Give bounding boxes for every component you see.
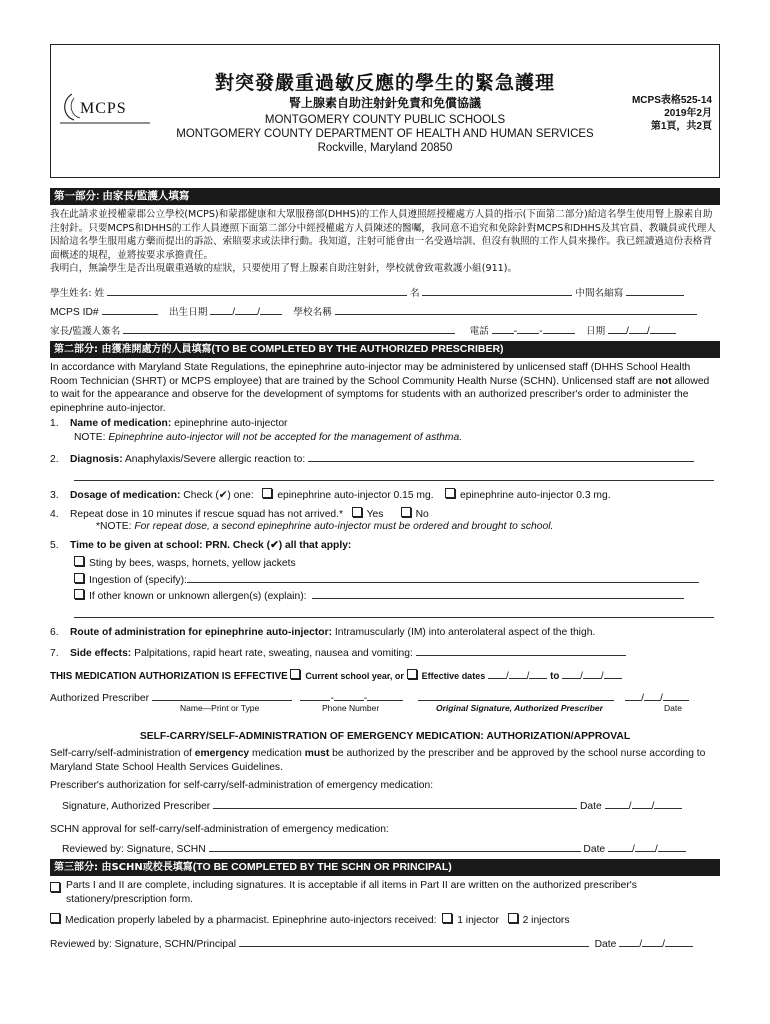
org-line-2: MONTGOMERY COUNTY DEPARTMENT OF HEALTH AND HUMAN SERVICES [176, 128, 594, 140]
phone-label: 電話 [469, 326, 489, 337]
part3-check-1 [50, 879, 720, 906]
eff-start-year[interactable] [529, 668, 547, 679]
sting-label: Sting by bees, wasps, hornets, yellow jackets [89, 558, 296, 569]
selfcarry-date-label: Date [580, 801, 602, 812]
authorized-prescriber-label: Authorized Prescriber [50, 693, 150, 704]
item-5 [50, 539, 720, 551]
part2-bar-cjk: 第二部分: 由獲准開處方的人員填寫 [54, 344, 212, 355]
prescriber-row: Authorized Prescriber - - / / [50, 690, 720, 704]
effective-row: THIS MEDICATION AUTHORIZATION IS EFFECTIVE Current school year, or Effective dates / / to / / [50, 668, 720, 682]
schn-approval-text: SCHN approval for self-carry/self-administration of emergency medication: [50, 824, 389, 835]
item-1-num: 1. [50, 418, 59, 429]
labeled-label: Medication properly labeled by a pharmacist. Epinephrine auto-injectors received: [65, 915, 437, 926]
prescriber-signature-field[interactable] [418, 690, 614, 701]
phone-area-field[interactable] [492, 323, 514, 334]
item-3 [50, 488, 720, 501]
id-row: MCPS ID# 出生日期 / / 學校名稱 [50, 304, 720, 320]
dose-015-checkbox[interactable] [262, 488, 272, 498]
item-5-opt1 [74, 556, 296, 569]
part3-reviewed-label: Reviewed by: Signature, SCHN/Principal [50, 939, 236, 950]
item-7-num: 7. [50, 648, 59, 659]
school-field[interactable] [335, 304, 697, 315]
item-2-label: Diagnosis: [70, 454, 123, 465]
current-year-checkbox[interactable] [290, 669, 300, 679]
item-1-value: epinephrine auto-injector [171, 418, 288, 429]
item-7-value: Palpitations, rapid heart rate, sweating, nausea and vomiting: [131, 648, 413, 659]
eff-end-day[interactable] [583, 668, 601, 679]
school-label: 學校名稱 [293, 307, 332, 318]
prescriber-phone-line[interactable] [367, 690, 403, 701]
part1-bar: 第一部分: 由家長/監護人填寫 [50, 188, 720, 205]
part3-date-label: Date [594, 939, 617, 950]
mcps-id-label: MCPS ID# [50, 307, 99, 318]
prescriber-date-month[interactable] [625, 690, 641, 701]
item-7 [50, 645, 720, 659]
selfcarry-prescriber-sig-field[interactable] [213, 798, 577, 809]
parent-signature-label: 家長/監護人簽名 [50, 326, 121, 337]
item-4-text: Repeat dose in 10 minutes if rescue squad has not arrived.* [70, 509, 344, 520]
selfcarry-date-month[interactable] [605, 798, 629, 809]
selfcarry-paragraph [50, 747, 720, 774]
item-4-note-text: For repeat dose, a second epinephrine auto-injector must be ordered and brought to school. [134, 521, 554, 532]
part3-date-day[interactable] [642, 936, 662, 947]
schn-date-day[interactable] [635, 841, 655, 852]
mcps-id-field[interactable] [102, 304, 158, 315]
dob-day-field[interactable] [235, 304, 257, 315]
part2-bar [50, 341, 720, 358]
dob-year-field[interactable] [260, 304, 282, 315]
form-number-code: MCPS表格525-14 [631, 95, 712, 106]
part3-bar-en: (TO BE COMPLETED BY THE SCHN OR PRINCIPAL) [192, 861, 452, 873]
selfcarry-p1-must: must [304, 748, 330, 759]
selfcarry-sig-auth-label: Signature, Authorized Prescriber [62, 801, 211, 812]
form-date: 2019年2月 [664, 108, 712, 119]
repeat-yes-checkbox[interactable] [352, 507, 362, 517]
middle-initial-field[interactable] [626, 285, 684, 296]
item-5-opt3 [74, 588, 684, 602]
item-5-opt2 [74, 572, 699, 586]
student-name-row [50, 285, 720, 301]
effective-dates-checkbox[interactable] [407, 669, 417, 679]
parts-complete-checkbox[interactable] [50, 882, 60, 892]
one-injector-checkbox[interactable] [442, 913, 452, 923]
item-2-value: Anaphylaxis/Severe allergic reaction to: [122, 454, 306, 465]
part3-date-year[interactable] [665, 936, 693, 947]
part2-intro-b: allowed to wait for the appearance and observe for the development of symptoms for students with an authorized prescriber's order to administer the epinephrine auto-injector. [50, 375, 710, 414]
middle-initial-label: 中間名縮寫 [575, 288, 624, 299]
selfcarry-prescriber-sig-row: Signature, Authorized Prescriber Date / / [62, 798, 732, 812]
eff-end-year[interactable] [604, 668, 622, 679]
schn-reviewed-label: Reviewed by: Signature, SCHN [62, 844, 206, 855]
other-allergen-checkbox[interactable] [74, 589, 84, 599]
form-page-count: 第1頁，共2頁 [650, 121, 712, 132]
student-last-name-field[interactable] [107, 285, 407, 296]
caption-signature: Original Signature, Authorized Prescriber [436, 703, 603, 713]
item-6-label: Route of administration for epinephrine auto-injector: [70, 627, 333, 638]
org-line-1: MONTGOMERY COUNTY PUBLIC SCHOOLS [264, 114, 506, 126]
prescriber-date-day[interactable] [644, 690, 660, 701]
item-4-note [96, 521, 553, 532]
parent-signature-field[interactable] [123, 323, 455, 334]
parent-sig-row: 家長/監護人簽名 電話 - - 日期 / / [50, 323, 720, 339]
selfcarry-heading: SELF-CARRY/SELF-ADMINISTRATION OF EMERGENCY MEDICATION: AUTHORIZATION/APPROVAL [139, 731, 631, 742]
to-label: to [550, 671, 560, 682]
part2-intro [50, 361, 720, 415]
sting-checkbox[interactable] [74, 556, 84, 566]
ingestion-field[interactable] [187, 572, 699, 583]
prescriber-phone-area[interactable] [300, 690, 330, 701]
effective-dates-label: Effective dates [421, 671, 486, 681]
other-allergen-field[interactable] [312, 588, 684, 599]
part3-signature-field[interactable] [239, 936, 589, 947]
other-allergen-label: If other known or unknown allergen(s) (explain): [89, 591, 307, 602]
other-allergen-field-line-2[interactable] [74, 617, 714, 618]
item-5-label: Time to be given at school: PRN. Check (✔) all that apply: [70, 540, 352, 551]
dose-03-checkbox[interactable] [445, 488, 455, 498]
selfcarry-p1-a: Self-carry/self-administration of [50, 748, 195, 759]
student-last-name-label: 學生姓名: 姓 [50, 288, 105, 299]
part3-date-month[interactable] [619, 936, 639, 947]
part3-check-2 [50, 913, 720, 926]
item-4 [50, 507, 720, 520]
parts-complete-label: Parts I and II are complete, including signatures. It is acceptable if all items in Part II are written on the authorized prescriber's stationery/prescription form. [66, 880, 637, 905]
part2-bar-en: (TO BE COMPLETED BY THE AUTHORIZED PRESCRIBER) [211, 343, 504, 355]
schn-review-row: Reviewed by: Signature, SCHN Date / / [62, 841, 732, 855]
schn-date-label: Date [583, 844, 606, 855]
repeat-yes-label: Yes [366, 509, 384, 520]
dob-month-field[interactable] [210, 304, 232, 315]
prescriber-phone-prefix[interactable] [334, 690, 364, 701]
dob-label: 出生日期 [168, 307, 208, 318]
item-2-num: 2. [50, 454, 59, 465]
eff-end-month[interactable] [562, 668, 580, 679]
item-2 [50, 451, 720, 465]
date-year-field[interactable] [650, 323, 676, 334]
item-1-label: Name of medication: [70, 418, 172, 429]
caption-phone: Phone Number [322, 703, 380, 713]
diagnosis-field[interactable] [308, 451, 694, 462]
prescriber-auth-text: Prescriber's authorization for self-carry/self-administration of emergency medication: [50, 780, 434, 791]
date-month-field[interactable] [608, 323, 626, 334]
phone-line-field[interactable] [543, 323, 575, 334]
ingestion-label: Ingestion of (specify): [89, 575, 187, 586]
prescriber-date-year[interactable] [663, 690, 689, 701]
item-4-note-label: *NOTE: [96, 521, 135, 532]
eff-start-day[interactable] [509, 668, 527, 679]
labeled-checkbox[interactable] [50, 913, 60, 923]
item-6 [50, 627, 720, 638]
two-injectors-label: 2 injectors [522, 915, 570, 926]
item-6-num: 6. [50, 627, 59, 638]
schn-date-month[interactable] [608, 841, 632, 852]
item-5-num: 5. [50, 540, 59, 551]
one-injector-label: 1 injector [457, 915, 499, 926]
item-4-num: 4. [50, 509, 59, 520]
schn-date-year[interactable] [658, 841, 686, 852]
effective-label: THIS MEDICATION AUTHORIZATION IS EFFECTIVE [50, 671, 288, 682]
item-3-label: Dosage of medication: [70, 490, 181, 501]
selfcarry-date-day[interactable] [632, 798, 652, 809]
student-first-name-label: 名 [410, 288, 420, 299]
item-6-value: Intramuscularly (IM) into anterolateral aspect of the thigh. [332, 627, 596, 638]
phone-prefix-field[interactable] [517, 323, 539, 334]
selfcarry-p1-c: be authorized by the prescriber and be approved by the school nurse according to Maryland State School Health Services Guidelines. [50, 748, 706, 773]
part3-bar-cjk: 第三部分: 由SCHN或校長填寫 [54, 862, 193, 873]
item-1-note-label: NOTE: [74, 432, 109, 443]
diagnosis-field-line-2[interactable] [74, 480, 714, 481]
page-title: 對突發嚴重過敏反應的學生的緊急護理 [214, 72, 555, 94]
form-number [632, 94, 712, 133]
schn-signature-field[interactable] [209, 841, 581, 852]
ingestion-checkbox[interactable] [74, 573, 84, 583]
student-first-name-field[interactable] [422, 285, 572, 296]
selfcarry-p1-b: medication [249, 748, 305, 759]
side-effects-field[interactable] [416, 645, 626, 656]
item-1 [50, 418, 720, 429]
page-subtitle: 腎上腺素自助注射針免責和免償協議 [288, 96, 481, 110]
part1-ambulance-note: 我明白，無論學生是否出現嚴重過敏的症狀，只要使用了腎上腺素自助注射針，學校就會致電救護小組(911)。 [50, 263, 518, 274]
prescriber-name-field[interactable] [152, 690, 292, 701]
item-7-label: Side effects: [70, 648, 132, 659]
org-address: Rockville, Maryland 20850 [317, 142, 453, 154]
selfcarry-p1-emergency: emergency [194, 748, 250, 759]
repeat-no-checkbox[interactable] [401, 507, 411, 517]
part1-paragraph: 我在此請求並授權蒙郡公立學校(MCPS)和蒙郡健康和大眾服務部(DHHS)的工作人員遵照經授權處方人員的指示(下面第二部分)給這名學生使用腎上腺素自助注射針。只要MCPS和DHHS的工作人員遵照下面第二部分中經授權處方人員陳述的醫囑，我同意不追究和免除針對MCPS和DHHS及其官員、教職員或代理人因給這名學生服用處方藥而提出的訴訟、索賠要求或法律行動。我知道，注射可能會由一名受過培訓、但沒有執照的工作人員來操作。我已經讀過這份表格背面概述的規程，並將按要求承擔責任。 [50, 209, 716, 261]
part3-review-row: Reviewed by: Signature, SCHN/Principal Date / / [50, 936, 720, 950]
date-day-field[interactable] [629, 323, 647, 334]
part3-bar [50, 859, 720, 876]
logo-text: MCPS [80, 100, 127, 117]
caption-date: Date [664, 703, 682, 713]
repeat-no-label: No [415, 509, 429, 520]
item-3-num: 3. [50, 490, 59, 501]
current-year-label: Current school year, or [305, 671, 404, 681]
caption-name: Name—Print or Type [180, 703, 260, 713]
part2-intro-not: not [655, 375, 672, 387]
eff-start-month[interactable] [488, 668, 506, 679]
part2-intro-a: In accordance with Maryland State Regulations, the epinephrine auto-injector may be administered by unlicensed staff (DHHS School Health Room Technician (SHRT) or MCPS employee) that are trained by the School Community Health Nurse (SCHN). Unlicensed staff are [50, 362, 691, 387]
dose-015-label: epinephrine auto-injector 0.15 mg. [277, 490, 434, 501]
selfcarry-date-year[interactable] [654, 798, 682, 809]
date-label: 日期 [585, 326, 606, 337]
dose-03-label: epinephrine auto-injector 0.3 mg. [460, 490, 611, 501]
two-injectors-checkbox[interactable] [508, 913, 518, 923]
item-3-value: Check (✔) one: [180, 490, 254, 501]
item-1-note [74, 432, 462, 443]
item-1-note-text: Epinephrine auto-injector will not be accepted for the management of asthma. [108, 432, 463, 443]
